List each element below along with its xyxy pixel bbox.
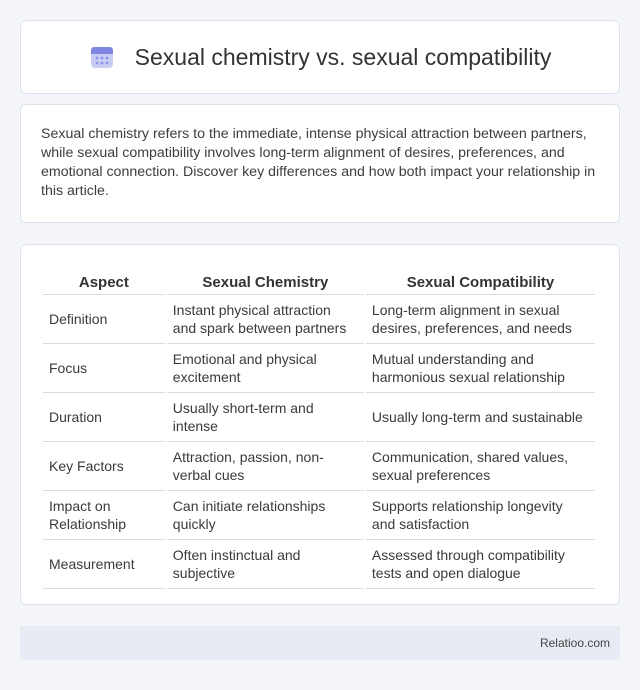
table-cell-chemistry: Attraction, passion, non-verbal cues bbox=[167, 442, 364, 491]
table-cell-compatibility: Supports relationship longevity and satisfaction bbox=[366, 491, 595, 540]
title-card bbox=[20, 20, 620, 94]
table-row bbox=[43, 344, 595, 393]
footer bbox=[20, 626, 620, 660]
table-cell-compatibility: Long-term alignment in sexual desires, preferences, and needs bbox=[366, 295, 595, 344]
column-header-aspect: Aspect bbox=[43, 265, 165, 295]
page-title: Sexual chemistry vs. sexual compatibility bbox=[134, 43, 552, 70]
table-cell-compatibility: Mutual understanding and harmonious sexual relationship bbox=[366, 344, 595, 393]
comparison-table-card bbox=[20, 244, 620, 605]
table-cell-chemistry: Instant physical attraction and spark between partners bbox=[167, 295, 364, 344]
table-row bbox=[43, 491, 595, 540]
table-cell-compatibility: Assessed through compatibility tests and open dialogue bbox=[366, 540, 595, 589]
table-cell-aspect: Focus bbox=[43, 344, 165, 393]
calendar-icon bbox=[89, 44, 115, 70]
table-cell-compatibility: Usually long-term and sustainable bbox=[366, 393, 595, 442]
comparison-table bbox=[41, 265, 597, 589]
column-header-compatibility: Sexual Compatibility bbox=[366, 265, 595, 295]
table-row bbox=[43, 540, 595, 589]
table-cell-chemistry: Usually short-term and intense bbox=[167, 393, 364, 442]
table-row bbox=[43, 295, 595, 344]
table-row bbox=[43, 393, 595, 442]
table-cell-aspect: Key Factors bbox=[43, 442, 165, 491]
table-cell-chemistry: Often instinctual and subjective bbox=[167, 540, 364, 589]
table-cell-chemistry: Can initiate relationships quickly bbox=[167, 491, 364, 540]
table-cell-aspect: Definition bbox=[43, 295, 165, 344]
column-header-chemistry: Sexual Chemistry bbox=[167, 265, 364, 295]
table-cell-chemistry: Emotional and physical excitement bbox=[167, 344, 364, 393]
table-header-row bbox=[43, 265, 595, 295]
table-cell-aspect: Measurement bbox=[43, 540, 165, 589]
footer-brand[interactable]: Relatioo.com bbox=[539, 636, 610, 650]
intro-card bbox=[20, 104, 620, 223]
table-cell-aspect: Duration bbox=[43, 393, 165, 442]
intro-text: Sexual chemistry refers to the immediate, intense physical attraction between partners, while sexual compatibility involves long-term alignment of desires, preferences, and emotional connection. Discover key differences and how both impact your relationship in this article. bbox=[41, 126, 596, 199]
table-cell-aspect: Impact on Relationship bbox=[43, 491, 165, 540]
table-cell-compatibility: Communication, shared values, sexual preferences bbox=[366, 442, 595, 491]
table-row bbox=[43, 442, 595, 491]
